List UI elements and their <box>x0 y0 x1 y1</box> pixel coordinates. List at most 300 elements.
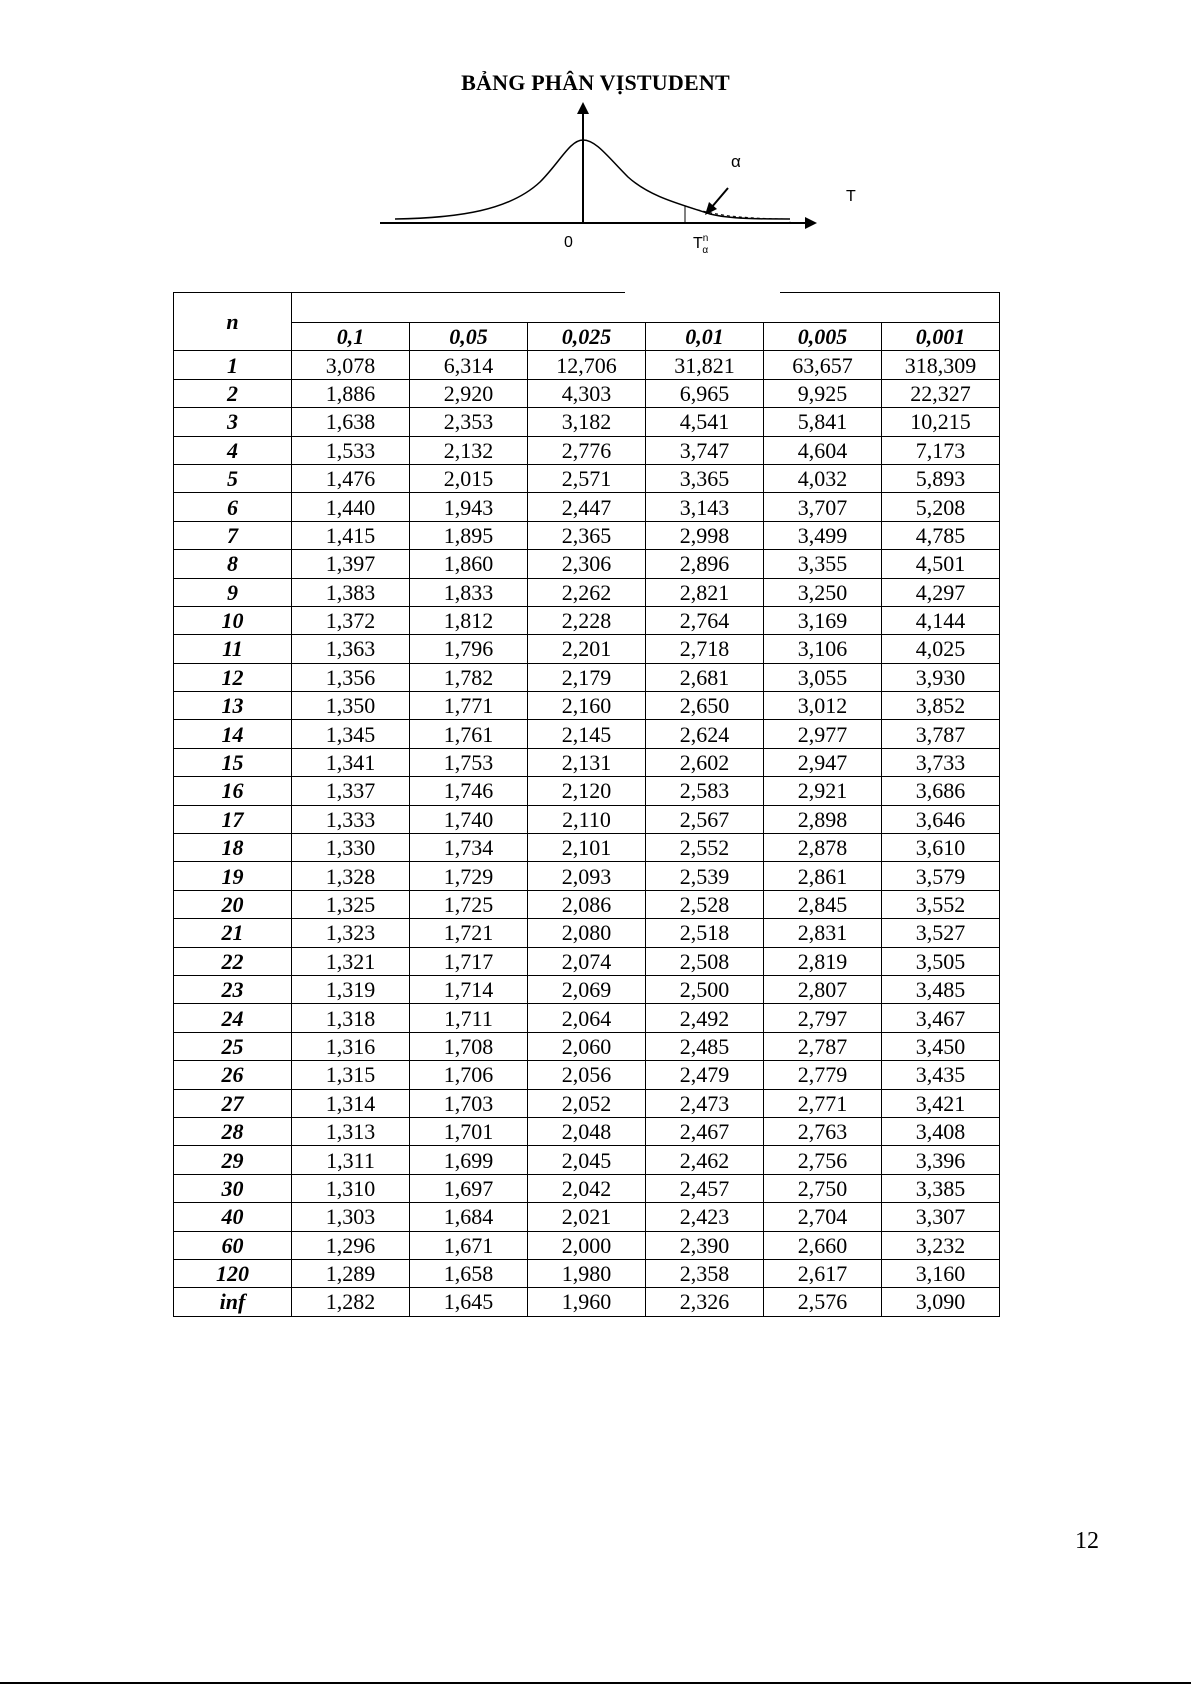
quantile-value-cell: 1,323 <box>292 919 410 947</box>
quantile-value-cell: 2,473 <box>646 1089 764 1117</box>
quantile-value-cell: 2,704 <box>764 1203 882 1231</box>
quantile-value-cell: 2,131 <box>528 748 646 776</box>
degrees-of-freedom-cell: 29 <box>174 1146 292 1174</box>
quantile-value-cell: 2,500 <box>646 975 764 1003</box>
quantile-value-cell: 1,321 <box>292 947 410 975</box>
quantile-value-cell: 2,508 <box>646 947 764 975</box>
quantile-value-cell: 2,462 <box>646 1146 764 1174</box>
origin-label: 0 <box>564 234 573 251</box>
quantile-value-cell: 4,785 <box>882 521 1000 549</box>
quantile-label <box>693 233 709 256</box>
alpha-label: α <box>731 152 741 171</box>
quantile-value-cell: 2,750 <box>764 1174 882 1202</box>
quantile-value-cell: 2,080 <box>528 919 646 947</box>
quantile-value-cell: 2,015 <box>410 464 528 492</box>
quantile-value-cell: 3,610 <box>882 834 1000 862</box>
quantile-value-cell: 2,447 <box>528 493 646 521</box>
quantile-value-cell: 1,289 <box>292 1259 410 1287</box>
quantile-value-cell: 3,505 <box>882 947 1000 975</box>
student-quantile-table <box>173 292 1000 1317</box>
quantile-value-cell: 1,330 <box>292 834 410 862</box>
quantile-value-cell: 1,311 <box>292 1146 410 1174</box>
quantile-value-cell: 1,960 <box>528 1288 646 1316</box>
quantile-value-cell: 3,012 <box>764 692 882 720</box>
degrees-of-freedom-cell: 18 <box>174 834 292 862</box>
degrees-of-freedom-cell: 12 <box>174 663 292 691</box>
quantile-value-cell: 1,319 <box>292 975 410 1003</box>
t-axis-label: T <box>846 188 856 205</box>
quantile-value-cell: 1,980 <box>528 1259 646 1287</box>
x-axis-arrowhead-icon <box>805 217 817 229</box>
quantile-value-cell: 3,055 <box>764 663 882 691</box>
quantile-value-cell: 2,861 <box>764 862 882 890</box>
quantile-label-subscript: α <box>702 245 709 256</box>
quantile-value-cell: 2,576 <box>764 1288 882 1316</box>
quantile-value-cell: 2,539 <box>646 862 764 890</box>
degrees-of-freedom-cell: 8 <box>174 550 292 578</box>
quantile-value-cell: 1,314 <box>292 1089 410 1117</box>
quantile-value-cell: 1,740 <box>410 805 528 833</box>
table-row <box>174 692 1000 720</box>
quantile-value-cell: 2,423 <box>646 1203 764 1231</box>
quantile-value-cell: 2,093 <box>528 862 646 890</box>
quantile-value-cell: 1,761 <box>410 720 528 748</box>
table-row <box>174 635 1000 663</box>
quantile-value-cell: 2,977 <box>764 720 882 748</box>
quantile-value-cell: 1,363 <box>292 635 410 663</box>
quantile-value-cell: 3,852 <box>882 692 1000 720</box>
quantile-value-cell: 3,160 <box>882 1259 1000 1287</box>
page-title: BẢNG PHÂN VỊSTUDENT <box>461 70 730 95</box>
table-row <box>174 919 1000 947</box>
quantile-value-cell: 2,624 <box>646 720 764 748</box>
table-row <box>174 1004 1000 1032</box>
quantile-value-cell: 3,250 <box>764 578 882 606</box>
degrees-of-freedom-cell: 2 <box>174 379 292 407</box>
degrees-of-freedom-cell: inf <box>174 1288 292 1316</box>
quantile-value-cell: 2,878 <box>764 834 882 862</box>
quantile-value-cell: 1,397 <box>292 550 410 578</box>
degrees-of-freedom-cell: 3 <box>174 408 292 436</box>
quantile-value-cell: 3,078 <box>292 351 410 379</box>
quantile-value-cell: 4,501 <box>882 550 1000 578</box>
quantile-value-cell: 2,920 <box>410 379 528 407</box>
quantile-value-cell: 1,341 <box>292 748 410 776</box>
degrees-of-freedom-cell: 19 <box>174 862 292 890</box>
table-row <box>174 578 1000 606</box>
quantile-value-cell: 5,893 <box>882 464 1000 492</box>
quantile-value-cell: 2,896 <box>646 550 764 578</box>
quantile-value-cell: 2,145 <box>528 720 646 748</box>
quantile-value-cell: 2,306 <box>528 550 646 578</box>
quantile-value-cell: 2,771 <box>764 1089 882 1117</box>
quantile-value-cell: 2,787 <box>764 1032 882 1060</box>
degrees-of-freedom-cell: 22 <box>174 947 292 975</box>
quantile-value-cell: 3,232 <box>882 1231 1000 1259</box>
degrees-of-freedom-cell: 6 <box>174 493 292 521</box>
quantile-value-cell: 12,706 <box>528 351 646 379</box>
quantile-value-cell: 2,101 <box>528 834 646 862</box>
quantile-value-cell: 1,701 <box>410 1117 528 1145</box>
quantile-value-cell: 2,528 <box>646 890 764 918</box>
alpha-header-cell: 0,1 <box>292 323 410 351</box>
table-row <box>174 1146 1000 1174</box>
table-row <box>174 1203 1000 1231</box>
table-row <box>174 834 1000 862</box>
quantile-value-cell: 2,064 <box>528 1004 646 1032</box>
quantile-value-cell: 2,807 <box>764 975 882 1003</box>
quantile-value-cell: 2,390 <box>646 1231 764 1259</box>
table-row <box>174 890 1000 918</box>
quantile-value-cell: 3,787 <box>882 720 1000 748</box>
quantile-value-cell: 3,182 <box>528 408 646 436</box>
quantile-value-cell: 3,307 <box>882 1203 1000 1231</box>
degrees-of-freedom-cell: 17 <box>174 805 292 833</box>
table-row <box>174 379 1000 407</box>
quantile-value-cell: 2,479 <box>646 1061 764 1089</box>
quantile-value-cell: 3,747 <box>646 436 764 464</box>
table-header-band-row <box>174 293 1000 323</box>
degrees-of-freedom-cell: 10 <box>174 606 292 634</box>
table-row <box>174 1061 1000 1089</box>
quantile-value-cell: 2,353 <box>410 408 528 436</box>
quantile-value-cell: 1,671 <box>410 1231 528 1259</box>
bottom-rule <box>0 1682 1191 1684</box>
table-row <box>174 663 1000 691</box>
alpha-header-cell: 0,005 <box>764 323 882 351</box>
table-row <box>174 862 1000 890</box>
t-distribution-figure <box>380 102 860 262</box>
quantile-value-cell: 3,467 <box>882 1004 1000 1032</box>
quantile-value-cell: 1,356 <box>292 663 410 691</box>
quantile-value-cell: 2,756 <box>764 1146 882 1174</box>
quantile-value-cell: 1,337 <box>292 777 410 805</box>
quantile-value-cell: 2,132 <box>410 436 528 464</box>
quantile-value-cell: 1,296 <box>292 1231 410 1259</box>
alpha-header-cell: 0,05 <box>410 323 528 351</box>
quantile-value-cell: 3,485 <box>882 975 1000 1003</box>
quantile-value-cell: 2,120 <box>528 777 646 805</box>
quantile-value-cell: 1,328 <box>292 862 410 890</box>
quantile-value-cell: 2,821 <box>646 578 764 606</box>
quantile-value-cell: 1,684 <box>410 1203 528 1231</box>
degrees-of-freedom-cell: 120 <box>174 1259 292 1287</box>
quantile-value-cell: 2,021 <box>528 1203 646 1231</box>
y-axis-arrowhead-icon <box>577 102 589 114</box>
quantile-value-cell: 1,812 <box>410 606 528 634</box>
quantile-value-cell: 2,060 <box>528 1032 646 1060</box>
table-row <box>174 1117 1000 1145</box>
table-row <box>174 1259 1000 1287</box>
quantile-value-cell: 1,711 <box>410 1004 528 1032</box>
quantile-value-cell: 1,699 <box>410 1146 528 1174</box>
quantile-value-cell: 2,000 <box>528 1231 646 1259</box>
degrees-of-freedom-cell: 1 <box>174 351 292 379</box>
quantile-value-cell: 1,706 <box>410 1061 528 1089</box>
alpha-band-gap <box>625 291 780 295</box>
quantile-value-cell: 2,365 <box>528 521 646 549</box>
quantile-value-cell: 4,144 <box>882 606 1000 634</box>
quantile-value-cell: 1,310 <box>292 1174 410 1202</box>
table-row <box>174 975 1000 1003</box>
quantile-value-cell: 3,090 <box>882 1288 1000 1316</box>
quantile-value-cell: 1,315 <box>292 1061 410 1089</box>
quantile-value-cell: 3,552 <box>882 890 1000 918</box>
quantile-value-cell: 318,309 <box>882 351 1000 379</box>
quantile-value-cell: 2,326 <box>646 1288 764 1316</box>
quantile-value-cell: 1,658 <box>410 1259 528 1287</box>
degrees-of-freedom-cell: 20 <box>174 890 292 918</box>
quantile-value-cell: 2,681 <box>646 663 764 691</box>
quantile-value-cell: 4,541 <box>646 408 764 436</box>
quantile-value-cell: 1,782 <box>410 663 528 691</box>
quantile-value-cell: 3,106 <box>764 635 882 663</box>
degrees-of-freedom-cell: 5 <box>174 464 292 492</box>
quantile-value-cell: 1,746 <box>410 777 528 805</box>
quantile-value-cell: 4,297 <box>882 578 1000 606</box>
quantile-value-cell: 2,571 <box>528 464 646 492</box>
quantile-value-cell: 2,457 <box>646 1174 764 1202</box>
quantile-value-cell: 3,579 <box>882 862 1000 890</box>
quantile-value-cell: 2,779 <box>764 1061 882 1089</box>
quantile-value-cell: 3,707 <box>764 493 882 521</box>
quantile-value-cell: 2,160 <box>528 692 646 720</box>
quantile-value-cell: 1,860 <box>410 550 528 578</box>
quantile-value-cell: 3,930 <box>882 663 1000 691</box>
quantile-value-cell: 1,316 <box>292 1032 410 1060</box>
quantile-value-cell: 1,333 <box>292 805 410 833</box>
quantile-value-cell: 2,718 <box>646 635 764 663</box>
degrees-of-freedom-cell: 14 <box>174 720 292 748</box>
quantile-value-cell: 5,841 <box>764 408 882 436</box>
quantile-value-cell: 2,518 <box>646 919 764 947</box>
quantile-value-cell: 2,074 <box>528 947 646 975</box>
quantile-value-cell: 3,365 <box>646 464 764 492</box>
degrees-of-freedom-cell: 28 <box>174 1117 292 1145</box>
quantile-value-cell: 4,604 <box>764 436 882 464</box>
quantile-value-cell: 2,998 <box>646 521 764 549</box>
quantile-value-cell: 4,025 <box>882 635 1000 663</box>
degrees-of-freedom-cell: 11 <box>174 635 292 663</box>
quantile-value-cell: 3,421 <box>882 1089 1000 1117</box>
table-row <box>174 521 1000 549</box>
quantile-value-cell: 1,717 <box>410 947 528 975</box>
quantile-value-cell: 3,646 <box>882 805 1000 833</box>
table-row <box>174 720 1000 748</box>
quantile-value-cell: 1,313 <box>292 1117 410 1145</box>
quantile-value-cell: 2,086 <box>528 890 646 918</box>
quantile-value-cell: 1,282 <box>292 1288 410 1316</box>
quantile-value-cell: 1,303 <box>292 1203 410 1231</box>
quantile-value-cell: 2,831 <box>764 919 882 947</box>
quantile-value-cell: 6,965 <box>646 379 764 407</box>
degrees-of-freedom-cell: 9 <box>174 578 292 606</box>
quantile-value-cell: 22,327 <box>882 379 1000 407</box>
quantile-value-cell: 2,763 <box>764 1117 882 1145</box>
alpha-header-row <box>174 323 1000 351</box>
quantile-value-cell: 2,201 <box>528 635 646 663</box>
table-row <box>174 947 1000 975</box>
quantile-value-cell: 2,069 <box>528 975 646 1003</box>
quantile-label-superscript: n <box>702 233 709 244</box>
quantile-value-cell: 1,415 <box>292 521 410 549</box>
alpha-header-cell: 0,01 <box>646 323 764 351</box>
table-row <box>174 1174 1000 1202</box>
quantile-value-cell: 3,396 <box>882 1146 1000 1174</box>
quantile-value-cell: 1,943 <box>410 493 528 521</box>
quantile-value-cell: 7,173 <box>882 436 1000 464</box>
quantile-value-cell: 10,215 <box>882 408 1000 436</box>
quantile-value-cell: 1,638 <box>292 408 410 436</box>
quantile-value-cell: 3,686 <box>882 777 1000 805</box>
degrees-of-freedom-cell: 7 <box>174 521 292 549</box>
quantile-value-cell: 2,358 <box>646 1259 764 1287</box>
quantile-value-cell: 1,886 <box>292 379 410 407</box>
quantile-value-cell: 31,821 <box>646 351 764 379</box>
quantile-value-cell: 1,476 <box>292 464 410 492</box>
quantile-value-cell: 4,032 <box>764 464 882 492</box>
quantile-value-cell: 2,052 <box>528 1089 646 1117</box>
table-row <box>174 408 1000 436</box>
quantile-value-cell: 1,645 <box>410 1288 528 1316</box>
quantile-value-cell: 9,925 <box>764 379 882 407</box>
quantile-value-cell: 2,179 <box>528 663 646 691</box>
quantile-value-cell: 2,552 <box>646 834 764 862</box>
quantile-value-cell: 2,228 <box>528 606 646 634</box>
degrees-of-freedom-cell: 30 <box>174 1174 292 1202</box>
quantile-value-cell: 2,921 <box>764 777 882 805</box>
quantile-value-cell: 2,485 <box>646 1032 764 1060</box>
quantile-value-cell: 1,383 <box>292 578 410 606</box>
quantile-value-cell: 3,355 <box>764 550 882 578</box>
table-row <box>174 777 1000 805</box>
table-row <box>174 606 1000 634</box>
quantile-value-cell: 1,345 <box>292 720 410 748</box>
quantile-value-cell: 1,714 <box>410 975 528 1003</box>
quantile-value-cell: 3,527 <box>882 919 1000 947</box>
quantile-value-cell: 3,499 <box>764 521 882 549</box>
quantile-value-cell: 2,110 <box>528 805 646 833</box>
quantile-value-cell: 3,143 <box>646 493 764 521</box>
quantile-value-cell: 1,697 <box>410 1174 528 1202</box>
quantile-value-cell: 2,045 <box>528 1146 646 1174</box>
quantile-value-cell: 1,708 <box>410 1032 528 1060</box>
tail-area-hatching <box>685 206 790 223</box>
table-row <box>174 464 1000 492</box>
quantile-value-cell: 1,796 <box>410 635 528 663</box>
table-row <box>174 805 1000 833</box>
table-row <box>174 1231 1000 1259</box>
quantile-value-cell: 1,721 <box>410 919 528 947</box>
quantile-value-cell: 2,042 <box>528 1174 646 1202</box>
degrees-of-freedom-cell: 13 <box>174 692 292 720</box>
quantile-value-cell: 4,303 <box>528 379 646 407</box>
density-curve-diagram <box>380 102 860 262</box>
table-row <box>174 550 1000 578</box>
table-row <box>174 493 1000 521</box>
quantile-value-cell: 5,208 <box>882 493 1000 521</box>
quantile-value-cell: 6,314 <box>410 351 528 379</box>
quantile-value-cell: 1,703 <box>410 1089 528 1117</box>
quantile-value-cell: 1,725 <box>410 890 528 918</box>
quantile-value-cell: 3,385 <box>882 1174 1000 1202</box>
quantile-value-cell: 1,318 <box>292 1004 410 1032</box>
quantile-value-cell: 63,657 <box>764 351 882 379</box>
quantile-value-cell: 2,583 <box>646 777 764 805</box>
quantile-value-cell: 1,729 <box>410 862 528 890</box>
quantile-value-cell: 2,048 <box>528 1117 646 1145</box>
quantile-value-cell: 2,764 <box>646 606 764 634</box>
quantile-value-cell: 2,492 <box>646 1004 764 1032</box>
alpha-header-cell: 0,001 <box>882 323 1000 351</box>
quantile-value-cell: 1,771 <box>410 692 528 720</box>
table-body <box>174 351 1000 1316</box>
quantile-value-cell: 2,650 <box>646 692 764 720</box>
quantile-value-cell: 2,467 <box>646 1117 764 1145</box>
quantile-value-cell: 2,660 <box>764 1231 882 1259</box>
degrees-of-freedom-cell: 16 <box>174 777 292 805</box>
quantile-value-cell: 2,056 <box>528 1061 646 1089</box>
quantile-value-cell: 1,440 <box>292 493 410 521</box>
degrees-of-freedom-cell: 60 <box>174 1231 292 1259</box>
degrees-of-freedom-cell: 4 <box>174 436 292 464</box>
quantile-value-cell: 2,567 <box>646 805 764 833</box>
degrees-of-freedom-cell: 21 <box>174 919 292 947</box>
quantile-value-cell: 2,617 <box>764 1259 882 1287</box>
quantile-value-cell: 2,797 <box>764 1004 882 1032</box>
quantile-value-cell: 3,435 <box>882 1061 1000 1089</box>
degrees-of-freedom-cell: 23 <box>174 975 292 1003</box>
alpha-pointer-line <box>711 188 728 208</box>
degrees-of-freedom-cell: 40 <box>174 1203 292 1231</box>
degrees-of-freedom-cell: 24 <box>174 1004 292 1032</box>
quantile-value-cell: 2,898 <box>764 805 882 833</box>
degrees-of-freedom-cell: 15 <box>174 748 292 776</box>
quantile-value-cell: 1,372 <box>292 606 410 634</box>
quantile-label-base: T <box>693 235 703 252</box>
quantile-value-cell: 1,833 <box>410 578 528 606</box>
page-number: 12 <box>1075 1528 1099 1554</box>
quantile-value-cell: 3,450 <box>882 1032 1000 1060</box>
degrees-of-freedom-cell: 26 <box>174 1061 292 1089</box>
quantile-value-cell: 2,776 <box>528 436 646 464</box>
table-row <box>174 748 1000 776</box>
quantile-value-cell: 3,169 <box>764 606 882 634</box>
degrees-of-freedom-cell: 25 <box>174 1032 292 1060</box>
quantile-value-cell: 1,325 <box>292 890 410 918</box>
degrees-of-freedom-cell: 27 <box>174 1089 292 1117</box>
quantile-value-cell: 2,819 <box>764 947 882 975</box>
quantile-value-cell: 2,262 <box>528 578 646 606</box>
n-column-header: n <box>174 293 292 351</box>
quantile-value-cell: 1,350 <box>292 692 410 720</box>
quantile-value-cell: 3,408 <box>882 1117 1000 1145</box>
quantile-value-cell: 2,602 <box>646 748 764 776</box>
quantile-value-cell: 1,533 <box>292 436 410 464</box>
alpha-header-band <box>292 293 1000 323</box>
table-row <box>174 1089 1000 1117</box>
quantile-value-cell: 2,845 <box>764 890 882 918</box>
quantile-value-cell: 1,734 <box>410 834 528 862</box>
table-row <box>174 1288 1000 1316</box>
quantile-value-cell: 3,733 <box>882 748 1000 776</box>
alpha-header-cell: 0,025 <box>528 323 646 351</box>
quantile-value-cell: 2,947 <box>764 748 882 776</box>
quantile-value-cell: 1,895 <box>410 521 528 549</box>
table-row <box>174 351 1000 379</box>
quantile-value-cell: 1,753 <box>410 748 528 776</box>
table-row <box>174 436 1000 464</box>
